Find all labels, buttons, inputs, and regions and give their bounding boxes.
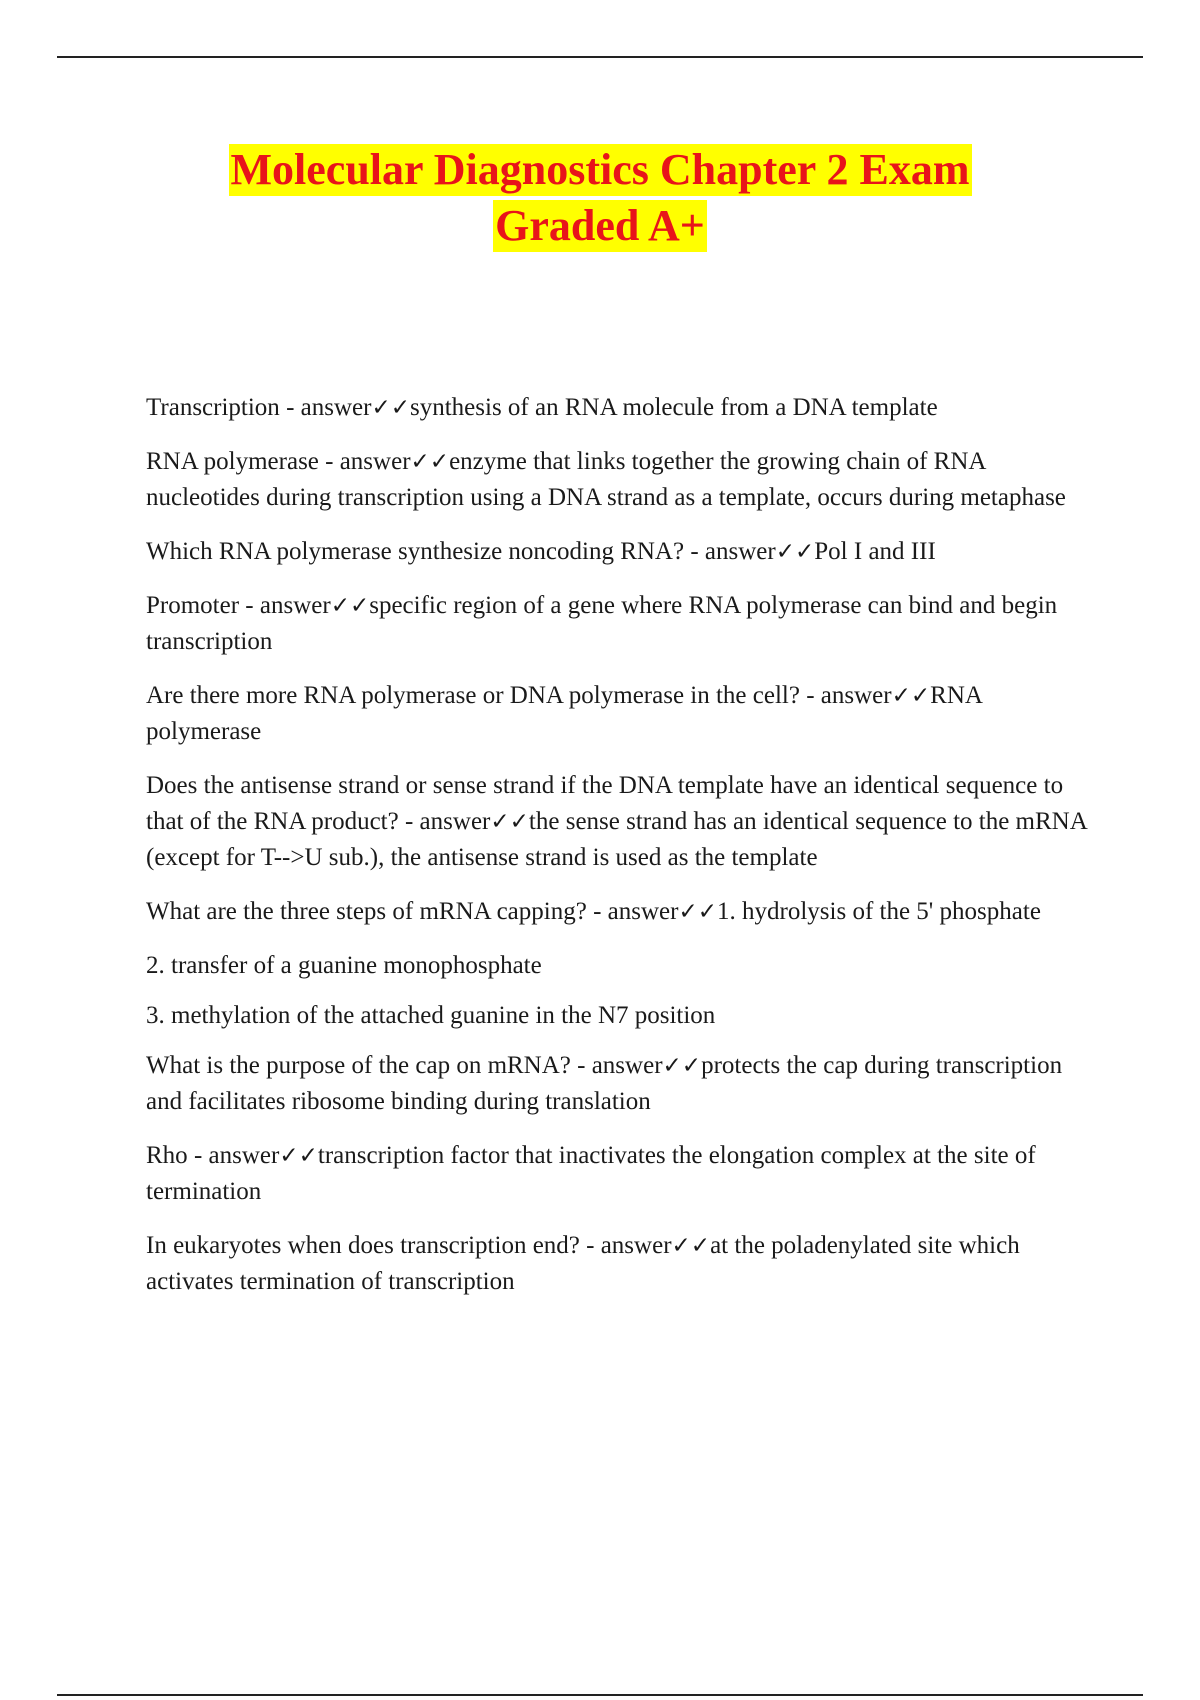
double-check-icon: ✓✓ [490,809,529,835]
bottom-rule [57,1694,1143,1696]
qa-item [146,588,1096,660]
double-check-icon: ✓✓ [279,1143,318,1169]
qa-answer: RNA polymerase [146,682,982,745]
title-line-2: Graded A+ [495,201,705,250]
qa-term: Does the antisense strand or sense strand if the DNA template have an identical sequence to that of the RNA product? [146,772,1064,835]
qa-answer: the sense strand has an identical sequence to the mRNA (except for T-->U sub.), the antisense strand is used as the template [146,808,1087,871]
qa-term: Transcription [146,394,280,421]
title-line-1: Molecular Diagnostics Chapter 2 Exam [230,145,970,194]
answer-marker: - answer [398,808,491,835]
answer-marker: - answer [279,394,372,421]
double-check-icon: ✓✓ [330,593,370,619]
qa-item [146,1228,1096,1300]
answer-marker: - answer [579,1232,672,1259]
qa-term: What are the three steps of mRNA capping? [146,898,587,925]
qa-term: Rho [146,1142,188,1169]
qa-continuation: 2. transfer of a guanine monophosphate [146,952,542,979]
qa-answer: transcription factor that inactivates the elongation complex at the site of termination [146,1142,1036,1205]
qa-item [146,678,1096,750]
qa-term: Promoter [146,592,240,619]
double-check-icon: ✓✓ [410,449,450,475]
qa-list [146,390,1096,1318]
qa-answer: specific region of a gene where RNA polymerase can bind and begin transcription [146,592,1058,655]
answer-marker: - answer [586,898,679,925]
qa-item [146,1048,1096,1120]
document-title [0,144,1200,256]
answer-marker: - answer [799,682,892,709]
top-rule [57,56,1143,58]
double-check-icon: ✓✓ [775,539,815,565]
qa-term: What is the purpose of the cap on mRNA? [146,1052,571,1079]
qa-answer: at the poladenylated site which activates termination of transcription [146,1232,1020,1295]
answer-marker: - answer [187,1142,280,1169]
qa-term: Are there more RNA polymerase or DNA polymerase in the cell? [146,682,800,709]
qa-term: Which RNA polymerase synthesize noncoding RNA? [146,538,685,565]
answer-marker: - answer [684,538,776,565]
qa-answer: 1. hydrolysis of the 5' phosphate [717,898,1041,925]
qa-answer: enzyme that links together the growing chain of RNA nucleotides during transcription using a DNA strand as a template, occurs during metaphase [146,448,1066,511]
qa-answer: Pol I and III [814,538,936,565]
qa-term: In eukaryotes when does transcription end? [146,1232,580,1259]
answer-marker: - answer [570,1052,663,1079]
qa-item [146,390,1096,426]
qa-item [146,768,1096,876]
double-check-icon: ✓✓ [678,899,718,925]
qa-term: RNA polymerase [146,448,319,475]
answer-marker: - answer [239,592,331,619]
qa-item [146,894,1096,930]
qa-continuation: 3. methylation of the attached guanine in the N7 position [146,1002,716,1029]
double-check-icon: ✓✓ [662,1053,702,1079]
double-check-icon: ✓✓ [671,1233,711,1259]
qa-item [146,534,1096,570]
answer-marker: - answer [318,448,411,475]
qa-item [146,1138,1096,1210]
double-check-icon: ✓✓ [371,395,410,421]
qa-item [146,444,1096,516]
double-check-icon: ✓✓ [891,683,931,709]
qa-answer: synthesis of an RNA molecule from a DNA template [410,394,938,421]
qa-answer: protects the cap during transcription and facilitates ribosome binding during translation [146,1052,1063,1115]
